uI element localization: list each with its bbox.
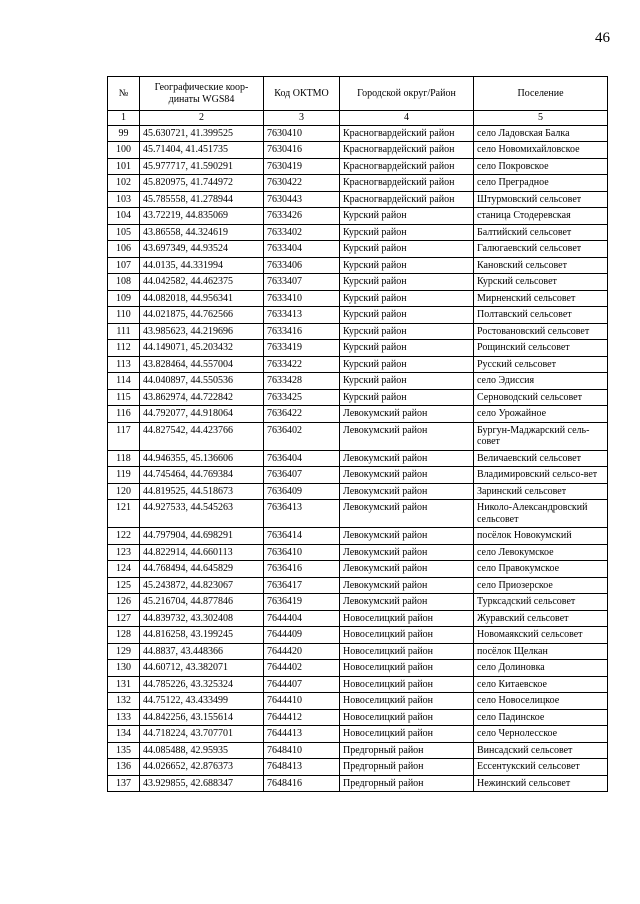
row-oktmo: 7644410 [264, 693, 340, 710]
row-oktmo: 7633425 [264, 389, 340, 406]
row-settlement: Ессентукский сельсовет [474, 759, 608, 776]
row-settlement: Рощинский сельсовет [474, 340, 608, 357]
row-oktmo: 7636416 [264, 561, 340, 578]
row-coordinates: 44.819525, 44.518673 [140, 483, 264, 500]
table-row [108, 726, 608, 743]
row-number: 110 [108, 307, 140, 324]
row-district: Курский район [340, 389, 474, 406]
table-row [108, 759, 608, 776]
row-settlement: село Эдиссия [474, 373, 608, 390]
row-coordinates: 45.216704, 44.877846 [140, 594, 264, 611]
table-row [108, 142, 608, 159]
row-oktmo: 7633426 [264, 208, 340, 225]
row-settlement: Галюгаевский сельсовет [474, 241, 608, 258]
row-oktmo: 7636404 [264, 450, 340, 467]
row-coordinates: 43.72219, 44.835069 [140, 208, 264, 225]
row-oktmo: 7633413 [264, 307, 340, 324]
column-number: 5 [474, 111, 608, 126]
row-oktmo: 7644412 [264, 709, 340, 726]
table-header-row [108, 77, 608, 111]
row-oktmo: 7630443 [264, 191, 340, 208]
row-district: Левокумский район [340, 483, 474, 500]
row-district: Предгорный район [340, 742, 474, 759]
table-row [108, 241, 608, 258]
row-settlement: село Урожайное [474, 406, 608, 423]
row-settlement: Величаевский сельсовет [474, 450, 608, 467]
row-district: Предгорный район [340, 775, 474, 792]
row-oktmo: 7648416 [264, 775, 340, 792]
row-number: 128 [108, 627, 140, 644]
row-coordinates: 43.929855, 42.688347 [140, 775, 264, 792]
table-row [108, 274, 608, 291]
table-row [108, 373, 608, 390]
row-number: 137 [108, 775, 140, 792]
header-oktmo: Код ОКТМО [264, 77, 340, 111]
row-oktmo: 7636402 [264, 422, 340, 450]
row-number: 122 [108, 528, 140, 545]
row-coordinates: 44.768494, 44.645829 [140, 561, 264, 578]
table-row [108, 693, 608, 710]
row-coordinates: 43.862974, 44.722842 [140, 389, 264, 406]
row-number: 118 [108, 450, 140, 467]
row-coordinates: 45.785558, 41.278944 [140, 191, 264, 208]
row-district: Новоселицкий район [340, 709, 474, 726]
row-oktmo: 7636414 [264, 528, 340, 545]
row-number: 121 [108, 500, 140, 528]
page-number: 46 [595, 30, 610, 46]
table-row [108, 483, 608, 500]
table-row [108, 158, 608, 175]
row-district: Курский район [340, 340, 474, 357]
row-coordinates: 43.697349, 44.93524 [140, 241, 264, 258]
table-row [108, 577, 608, 594]
table-row [108, 290, 608, 307]
row-settlement: село Чернолесское [474, 726, 608, 743]
column-number: 3 [264, 111, 340, 126]
row-settlement: Владимировский сельсо-вет [474, 467, 608, 484]
row-settlement: село Левокумское [474, 544, 608, 561]
row-coordinates: 44.797904, 44.698291 [140, 528, 264, 545]
row-oktmo: 7636407 [264, 467, 340, 484]
row-settlement: Русский сельсовет [474, 356, 608, 373]
row-district: Красногвардейский район [340, 158, 474, 175]
row-number: 117 [108, 422, 140, 450]
row-oktmo: 7633428 [264, 373, 340, 390]
row-district: Новоселицкий район [340, 726, 474, 743]
row-district: Курский район [340, 356, 474, 373]
table-row [108, 356, 608, 373]
row-number: 100 [108, 142, 140, 159]
row-oktmo: 7630416 [264, 142, 340, 159]
header-settlement: Поселение [474, 77, 608, 111]
row-district: Левокумский район [340, 467, 474, 484]
row-oktmo: 7644402 [264, 660, 340, 677]
row-number: 112 [108, 340, 140, 357]
row-number: 123 [108, 544, 140, 561]
table-row [108, 467, 608, 484]
header-district: Городской округ/Район [340, 77, 474, 111]
row-coordinates: 44.792077, 44.918064 [140, 406, 264, 423]
row-settlement: село Приозерское [474, 577, 608, 594]
row-district: Красногвардейский район [340, 142, 474, 159]
row-oktmo: 7644407 [264, 676, 340, 693]
row-district: Левокумский район [340, 500, 474, 528]
row-settlement: село Новомихайловское [474, 142, 608, 159]
row-settlement: Мирненский сельсовет [474, 290, 608, 307]
row-district: Левокумский район [340, 594, 474, 611]
row-coordinates: 44.082018, 44.956341 [140, 290, 264, 307]
row-number: 136 [108, 759, 140, 776]
row-number: 126 [108, 594, 140, 611]
row-settlement: село Покровское [474, 158, 608, 175]
row-oktmo: 7633407 [264, 274, 340, 291]
row-number: 131 [108, 676, 140, 693]
table-row [108, 191, 608, 208]
row-coordinates: 44.927533, 44.545263 [140, 500, 264, 528]
row-coordinates: 44.827542, 44.423766 [140, 422, 264, 450]
row-coordinates: 44.816258, 43.199245 [140, 627, 264, 644]
row-settlement: станица Стодеревская [474, 208, 608, 225]
row-district: Курский район [340, 307, 474, 324]
row-coordinates: 45.71404, 41.451735 [140, 142, 264, 159]
row-oktmo: 7636413 [264, 500, 340, 528]
row-number: 104 [108, 208, 140, 225]
row-settlement: Бургун-Маджарский сель-совет [474, 422, 608, 450]
row-district: Красногвардейский район [340, 175, 474, 192]
row-district: Новоселицкий район [340, 643, 474, 660]
row-number: 134 [108, 726, 140, 743]
row-district: Курский район [340, 373, 474, 390]
row-number: 101 [108, 158, 140, 175]
row-district: Курский район [340, 241, 474, 258]
table-row [108, 676, 608, 693]
column-number: 1 [108, 111, 140, 126]
row-coordinates: 44.842256, 43.155614 [140, 709, 264, 726]
row-oktmo: 7630422 [264, 175, 340, 192]
row-number: 116 [108, 406, 140, 423]
row-oktmo: 7633410 [264, 290, 340, 307]
row-settlement: село Новоселицкое [474, 693, 608, 710]
row-coordinates: 44.085488, 42.95935 [140, 742, 264, 759]
row-number: 106 [108, 241, 140, 258]
row-district: Левокумский район [340, 528, 474, 545]
row-number: 135 [108, 742, 140, 759]
row-settlement: Турксадский сельсовет [474, 594, 608, 611]
row-number: 108 [108, 274, 140, 291]
row-oktmo: 7636409 [264, 483, 340, 500]
row-coordinates: 44.021875, 44.762566 [140, 307, 264, 324]
table-row [108, 610, 608, 627]
row-coordinates: 44.785226, 43.325324 [140, 676, 264, 693]
table-row [108, 208, 608, 225]
table-row [108, 742, 608, 759]
row-settlement: Заринский сельсовет [474, 483, 608, 500]
header-coordinates: Географические коор-динаты WGS84 [140, 77, 264, 111]
row-settlement: Кановский сельсовет [474, 257, 608, 274]
row-coordinates: 44.718224, 43.707701 [140, 726, 264, 743]
row-settlement: Полтавский сельсовет [474, 307, 608, 324]
table-row [108, 307, 608, 324]
row-settlement: село Долиновка [474, 660, 608, 677]
table-row [108, 450, 608, 467]
table-row [108, 561, 608, 578]
row-number: 120 [108, 483, 140, 500]
column-number-row [108, 111, 608, 126]
row-coordinates: 44.149071, 45.203432 [140, 340, 264, 357]
row-number: 125 [108, 577, 140, 594]
row-coordinates: 44.822914, 44.660113 [140, 544, 264, 561]
row-coordinates: 44.8837, 43.448366 [140, 643, 264, 660]
row-district: Курский район [340, 257, 474, 274]
row-coordinates: 44.040897, 44.550536 [140, 373, 264, 390]
row-number: 109 [108, 290, 140, 307]
row-coordinates: 44.0135, 44.331994 [140, 257, 264, 274]
row-settlement: Серноводский сельсовет [474, 389, 608, 406]
table-row [108, 643, 608, 660]
row-coordinates: 45.630721, 41.399525 [140, 125, 264, 142]
row-oktmo: 7644404 [264, 610, 340, 627]
row-district: Курский район [340, 208, 474, 225]
row-number: 113 [108, 356, 140, 373]
row-oktmo: 7633416 [264, 323, 340, 340]
table-row [108, 528, 608, 545]
row-settlement: село Падинское [474, 709, 608, 726]
row-coordinates: 44.745464, 44.769384 [140, 467, 264, 484]
row-district: Левокумский район [340, 561, 474, 578]
row-settlement: Штурмовский сельсовет [474, 191, 608, 208]
table-row [108, 389, 608, 406]
row-settlement: Балтийский сельсовет [474, 224, 608, 241]
table-row [108, 406, 608, 423]
row-number: 132 [108, 693, 140, 710]
row-oktmo: 7648410 [264, 742, 340, 759]
header-number: № [108, 77, 140, 111]
row-oktmo: 7630410 [264, 125, 340, 142]
row-district: Левокумский район [340, 450, 474, 467]
row-settlement: село Преградное [474, 175, 608, 192]
row-coordinates: 43.828464, 44.557004 [140, 356, 264, 373]
row-oktmo: 7636417 [264, 577, 340, 594]
row-coordinates: 43.86558, 44.324619 [140, 224, 264, 241]
table-row [108, 340, 608, 357]
row-oktmo: 7633419 [264, 340, 340, 357]
row-district: Предгорный район [340, 759, 474, 776]
column-number: 2 [140, 111, 264, 126]
table-row [108, 627, 608, 644]
row-district: Курский район [340, 290, 474, 307]
row-settlement: Новомаякский сельсовет [474, 627, 608, 644]
row-district: Курский район [340, 274, 474, 291]
table-body [108, 125, 608, 792]
row-settlement: село Правокумское [474, 561, 608, 578]
row-oktmo: 7644413 [264, 726, 340, 743]
row-settlement: Ростовановский сельсовет [474, 323, 608, 340]
row-oktmo: 7633406 [264, 257, 340, 274]
column-number: 4 [340, 111, 474, 126]
row-oktmo: 7644409 [264, 627, 340, 644]
table-row [108, 709, 608, 726]
row-district: Красногвардейский район [340, 125, 474, 142]
row-district: Новоселицкий район [340, 660, 474, 677]
table-row [108, 544, 608, 561]
row-oktmo: 7633404 [264, 241, 340, 258]
row-district: Левокумский район [340, 577, 474, 594]
table-row [108, 224, 608, 241]
row-number: 115 [108, 389, 140, 406]
row-number: 111 [108, 323, 140, 340]
row-number: 119 [108, 467, 140, 484]
row-settlement: Николо-Александровский сельсовет [474, 500, 608, 528]
row-number: 105 [108, 224, 140, 241]
row-oktmo: 7636410 [264, 544, 340, 561]
table-row [108, 175, 608, 192]
row-number: 99 [108, 125, 140, 142]
settlements-table [107, 76, 608, 792]
table-row [108, 500, 608, 528]
row-coordinates: 45.243872, 44.823067 [140, 577, 264, 594]
row-district: Левокумский район [340, 422, 474, 450]
table-row [108, 422, 608, 450]
row-settlement: посёлок Щелкан [474, 643, 608, 660]
row-number: 107 [108, 257, 140, 274]
row-oktmo: 7648413 [264, 759, 340, 776]
row-district: Новоселицкий район [340, 676, 474, 693]
row-oktmo: 7644420 [264, 643, 340, 660]
row-coordinates: 44.60712, 43.382071 [140, 660, 264, 677]
row-coordinates: 44.75122, 43.433499 [140, 693, 264, 710]
row-coordinates: 44.946355, 45.136606 [140, 450, 264, 467]
row-oktmo: 7630419 [264, 158, 340, 175]
row-oktmo: 7633402 [264, 224, 340, 241]
row-district: Курский район [340, 224, 474, 241]
row-coordinates: 45.977717, 41.590291 [140, 158, 264, 175]
row-settlement: село Ладовская Балка [474, 125, 608, 142]
table-row [108, 594, 608, 611]
row-number: 103 [108, 191, 140, 208]
row-settlement: Журавский сельсовет [474, 610, 608, 627]
row-district: Новоселицкий район [340, 693, 474, 710]
row-settlement: село Китаевское [474, 676, 608, 693]
row-district: Новоселицкий район [340, 627, 474, 644]
table-row [108, 775, 608, 792]
row-coordinates: 45.820975, 41.744972 [140, 175, 264, 192]
row-coordinates: 43.985623, 44.219696 [140, 323, 264, 340]
row-number: 127 [108, 610, 140, 627]
table-row [108, 125, 608, 142]
row-number: 102 [108, 175, 140, 192]
table-row [108, 323, 608, 340]
table-row [108, 660, 608, 677]
row-district: Курский район [340, 323, 474, 340]
row-settlement: Нежинский сельсовет [474, 775, 608, 792]
row-number: 129 [108, 643, 140, 660]
row-number: 130 [108, 660, 140, 677]
row-settlement: Курский сельсовет [474, 274, 608, 291]
row-oktmo: 7633422 [264, 356, 340, 373]
row-coordinates: 44.042582, 44.462375 [140, 274, 264, 291]
row-number: 124 [108, 561, 140, 578]
row-number: 133 [108, 709, 140, 726]
row-district: Левокумский район [340, 406, 474, 423]
row-coordinates: 44.839732, 43.302408 [140, 610, 264, 627]
row-district: Красногвардейский район [340, 191, 474, 208]
row-settlement: посёлок Новокумский [474, 528, 608, 545]
row-district: Левокумский район [340, 544, 474, 561]
row-oktmo: 7636419 [264, 594, 340, 611]
row-number: 114 [108, 373, 140, 390]
row-coordinates: 44.026652, 42.876373 [140, 759, 264, 776]
row-district: Новоселицкий район [340, 610, 474, 627]
row-settlement: Винсадский сельсовет [474, 742, 608, 759]
row-oktmo: 7636422 [264, 406, 340, 423]
table-row [108, 257, 608, 274]
